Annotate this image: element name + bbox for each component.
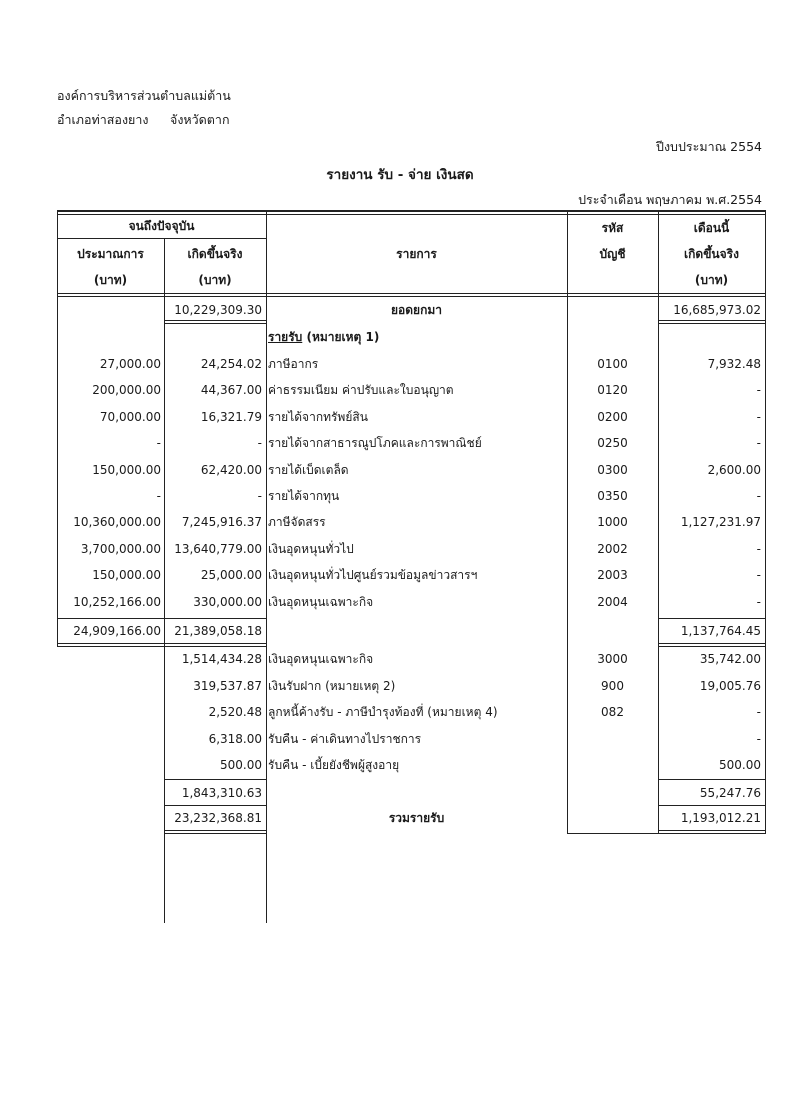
row-month: 2,600.00 — [707, 462, 761, 477]
income-total-month: 1,137,764.45 — [680, 624, 761, 638]
header-this-month: เดือนนี้ — [693, 221, 730, 235]
row-budget: 10,360,000.00 — [73, 515, 161, 530]
org-name: องค์การบริหารส่วนตำบลแม่ต้าน — [57, 88, 231, 103]
header-item: รายการ — [396, 247, 437, 261]
row-code: 2003 — [597, 568, 628, 583]
row-item: เงินรับฝาก (หมายเหตุ 2) — [268, 678, 396, 693]
row-month: 19,005.76 — [699, 678, 761, 693]
row-code: 0250 — [597, 436, 628, 451]
row-code: 3000 — [597, 652, 628, 666]
row-actual: 25,000.00 — [200, 568, 262, 583]
row-actual: 2,520.48 — [208, 705, 262, 720]
row-item: ค่าธรรมเนียม ค่าปรับและใบอนุญาต — [268, 383, 454, 398]
row-month: - — [756, 489, 761, 503]
grand-total-label: รวมรายรับ — [388, 811, 445, 825]
row-actual: 500.00 — [220, 758, 262, 773]
row-item: รายได้จากสาธารณูปโภคและการพาณิชย์ — [268, 436, 482, 451]
row-item: เงินอุดหนุนทั่วไป — [268, 541, 354, 556]
row-code: 0200 — [597, 409, 628, 424]
row-month: - — [756, 436, 761, 451]
row-actual: 319,537.87 — [193, 678, 262, 693]
header-to-date: จนถึงปัจจุบัน — [128, 219, 195, 233]
header-budget: ประมาณการ — [77, 247, 144, 261]
header-month-unit: (บาท) — [694, 273, 729, 287]
row-actual: 13,640,779.00 — [174, 541, 262, 556]
row-item: เงินอุดหนุนเฉพาะกิจ — [268, 652, 374, 666]
row-item: ภาษีอากร — [268, 357, 319, 371]
district: อำเภอท่าสองยาง — [57, 112, 149, 127]
row-month: 1,127,231.97 — [680, 515, 761, 530]
row-code: 082 — [601, 705, 624, 720]
row-code: 900 — [601, 678, 624, 693]
row-item: เงินอุดหนุนทั่วไปศูนย์รวมข้อมูลข่าวสารฯ — [268, 568, 478, 583]
row-budget: 200,000.00 — [92, 383, 161, 398]
province: จังหวัดตาก — [170, 112, 230, 127]
row-actual: 62,420.00 — [200, 462, 262, 477]
bf-actual: 10,229,309.30 — [174, 303, 262, 317]
row-actual: 330,000.00 — [193, 594, 262, 609]
income-heading — [268, 329, 379, 345]
row-month: 500.00 — [719, 758, 761, 773]
row-budget: 3,700,000.00 — [80, 541, 161, 556]
income-heading-prefix: รายรับ — [268, 330, 303, 344]
row-item: รายได้จากทรัพย์สิน — [268, 409, 368, 424]
grand-total-month: 1,193,012.21 — [680, 811, 761, 825]
income-heading-note: (หมายเหตุ 1) — [306, 330, 380, 344]
row-item: รับคืน - ค่าเดินทางไปราชการ — [268, 731, 422, 746]
fiscal-year: ปีงบประมาณ 2554 — [656, 139, 762, 154]
row-actual: - — [257, 489, 262, 503]
row-actual: 24,254.02 — [200, 357, 262, 371]
row-actual: 7,245,916.37 — [181, 515, 262, 530]
grand-total-actual: 23,232,368.81 — [174, 811, 262, 825]
row-budget: 70,000.00 — [99, 409, 161, 424]
row-budget: 27,000.00 — [99, 357, 161, 371]
header-account: บัญชี — [599, 247, 626, 261]
header-month-actual: เกิดขึ้นจริง — [684, 247, 739, 261]
row-month: 7,932.48 — [707, 357, 761, 371]
header-code: รหัส — [601, 221, 624, 235]
row-code: 0300 — [597, 462, 628, 477]
row-month: - — [756, 594, 761, 609]
row-code: 0350 — [597, 489, 628, 503]
bf-label: ยอดยกมา — [391, 303, 442, 317]
header-actual-unit: (บาท) — [198, 273, 232, 287]
row-month: - — [756, 541, 761, 556]
row-budget: - — [156, 436, 161, 451]
row-code: 0120 — [597, 383, 628, 398]
row-actual: - — [257, 436, 262, 451]
row-month: 35,742.00 — [699, 652, 761, 666]
row-month: - — [756, 383, 761, 398]
row-budget: 150,000.00 — [92, 462, 161, 477]
row-code: 1000 — [597, 515, 628, 530]
header-budget-unit: (บาท) — [93, 273, 128, 287]
header-actual: เกิดขึ้นจริง — [187, 247, 243, 261]
other-total-month: 55,247.76 — [699, 786, 761, 800]
row-item: รายได้เบ็ดเตล็ด — [268, 462, 349, 477]
income-total-budget: 24,909,166.00 — [73, 624, 161, 638]
row-item: รับคืน - เบี้ยยังชีพผู้สูงอายุ — [268, 758, 400, 773]
row-item: เงินอุดหนุนเฉพาะกิจ — [268, 594, 374, 609]
row-month: - — [756, 705, 761, 720]
row-month: - — [756, 731, 761, 746]
row-budget: 150,000.00 — [92, 568, 161, 583]
row-item: ภาษีจัดสรร — [268, 515, 326, 530]
row-actual: 6,318.00 — [208, 731, 262, 746]
income-total-actual: 21,389,058.18 — [174, 624, 262, 638]
row-month: - — [756, 568, 761, 583]
row-code: 2004 — [597, 594, 628, 609]
row-actual: 1,514,434.28 — [181, 652, 262, 666]
other-total-actual: 1,843,310.63 — [181, 786, 262, 800]
row-code: 2002 — [597, 541, 628, 556]
bf-month: 16,685,973.02 — [673, 303, 761, 317]
report-period: ประจำเดือน พฤษภาคม พ.ศ.2554 — [578, 192, 762, 207]
row-budget: 10,252,166.00 — [73, 594, 161, 609]
row-code: 0100 — [597, 357, 628, 371]
row-actual: 16,321.79 — [200, 409, 262, 424]
row-item: ลูกหนี้ค้างรับ - ภาษีบำรุงท้องที่ (หมายเหตุ 4) — [268, 705, 498, 720]
row-item: รายได้จากทุน — [268, 489, 340, 503]
row-month: - — [756, 409, 761, 424]
row-budget: - — [156, 489, 161, 503]
report-title: รายงาน รับ - จ่าย เงินสด — [326, 167, 474, 183]
row-actual: 44,367.00 — [200, 383, 262, 398]
